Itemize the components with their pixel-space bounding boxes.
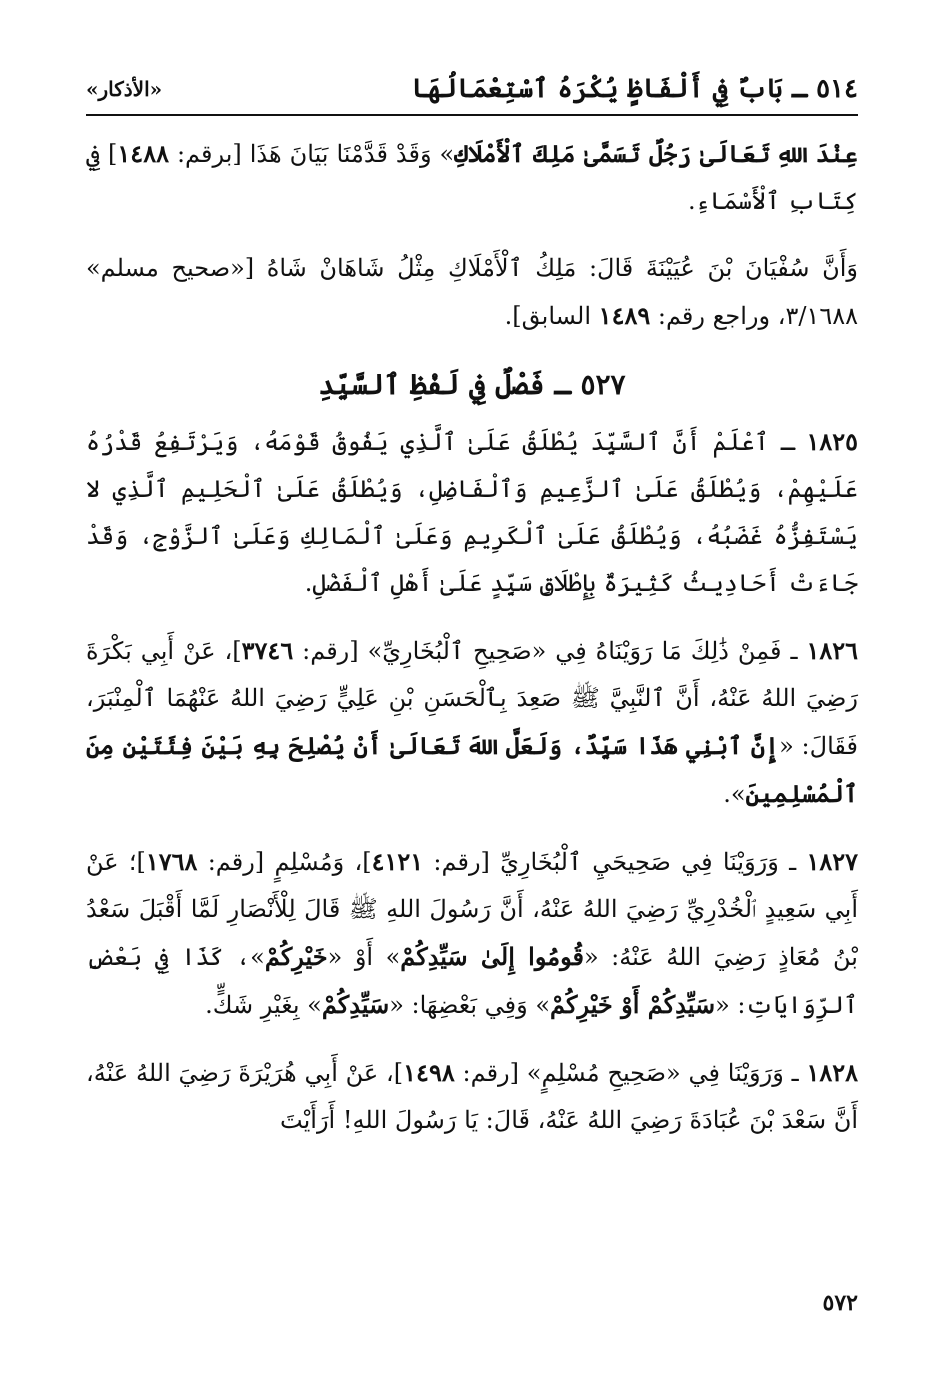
text-run: ـ وَرَوَيْنَا فِي «صَحِيحِ مُسْلِمٍ» [رقم: <box>454 1059 807 1087</box>
paragraph-number: ١٨٢٦ <box>806 636 858 665</box>
running-header <box>86 66 858 112</box>
text-run: ] فِي كِتَابِ ٱلْأَسْمَاءِ. <box>86 140 858 215</box>
header-rule <box>86 114 858 116</box>
text-run: » وَقَدْ قَدَّمْنَا بَيَانَ هَذَا [برقم: <box>168 140 455 168</box>
paragraph-1826 <box>86 627 858 818</box>
reference-number: ١٤٨٨ <box>117 139 169 168</box>
text-run: ]؛ عَنْ أَبِي سَعِيدٍ ٱلْخُدْرِيِّ رَضِيَ اللهُ عَنْهُ، أَنَّ رَسُولَ اللهِ ﷺ قَالَ لِلْأَنْصَارِ لَمَّا أَقْبَلَ سَعْدُ بْنُ مُعَاذٍ رَضِيَ اللهُ عَنْهُ: « <box>86 848 858 971</box>
book-title: «الأذكار» <box>86 77 163 101</box>
hadith-quote: قُومُوا إِلَىٰ سَيِّدِكُمْ <box>400 942 584 971</box>
reference-number: ١٤٩٨ <box>403 1058 455 1087</box>
hadith-quote: سَيِّدِكُمْ أَوْ خَيْرِكُمْ <box>550 990 716 1019</box>
text-run: »، كَذَا فِي بَعْضِ ٱلرِّوَايَاتِ: « <box>86 943 858 1019</box>
paragraph-sufyan <box>86 245 858 340</box>
text-run: » بِغَيْرِ شَكٍّ. <box>205 991 322 1019</box>
paragraph-1827 <box>86 838 858 1029</box>
reference-number: ١٧٦٨ <box>145 847 198 876</box>
text-run: ]، وَمُسْلِمٍ [رقم: <box>197 848 372 876</box>
reference-number: ٤١٢١ <box>371 847 424 876</box>
text-run: السابق]. <box>504 302 599 330</box>
text-run: » وَفِي بَعْضِهَا: « <box>389 991 551 1019</box>
text-run: وَأَنَّ سُفْيَانَ بْنَ عُيَيْنَةَ قَالَ: مَلِكُ ٱلْأَمْلَاكِ مِثْلُ شَاهَانْ شَاهُ [«صحيح مسلم» ٣/١٦٨٨، وراجع رقم: <box>86 254 858 330</box>
bold-text: عِنْدَ اللهِ تَعَالَىٰ رَجُلٌ تَسَمَّىٰ مَلِكَ ٱلْأَمْلَاكِ <box>454 139 858 168</box>
paragraph-number: ١٨٢٥ <box>806 427 858 456</box>
section-heading: ٥٢٧ ـ فَصْلٌ فِي لَفْظِ ٱلسَّيِّدِ <box>318 368 626 401</box>
text-run: » أَوْ « <box>327 943 401 971</box>
paragraph-number: ١٨٢٨ <box>806 1058 858 1087</box>
text-run: ]، عَنْ أَبِي هُرَيْرَةَ رَضِيَ اللهُ عَنْهُ، أَنَّ سَعْدَ بْنَ عُبَادَةَ رَضِيَ اللهُ عَنْهُ، قَالَ: يَا رَسُولَ اللهِ! أَرَأَيْتَ <box>86 1059 858 1134</box>
chapter-title: ٥١٤ ـ بَابٌ فِي أَلْفَاظٍ يُكْرَهُ ٱسْتِعْمَالُهَا <box>411 74 858 104</box>
text-run: ـ وَرَوَيْنَا فِي صَحِيحَيِ ٱلْبُخَارِيِّ [رقم: <box>423 848 807 876</box>
reference-number: ٣٧٤٦ <box>241 636 294 665</box>
paragraph-number: ١٨٢٧ <box>806 847 858 876</box>
text-run: ـ فَمِنْ ذَٰلِكَ مَا رَوَيْنَاهُ فِي «صَحِيحِ ٱلْبُخَارِيِّ» [رقم: <box>293 637 807 665</box>
hadith-quote: سَيِّدِكُمْ <box>321 990 390 1019</box>
hadith-quote: خَيْرِكُمْ <box>264 942 328 971</box>
text-run: ». <box>723 780 746 808</box>
paragraph-1828 <box>86 1049 858 1144</box>
hadith-quote: إِنَّ ٱبْنِي هَذَا سَيِّدٌ، وَلَعَلَّ اللهَ تَعَالَىٰ أَنْ يُصْلِحَ بِهِ بَيْنَ فِئَتَيْنِ مِنَ ٱلْمُسْلِمِينَ <box>86 731 858 808</box>
reference-number: ١٤٨٩ <box>598 301 651 330</box>
text-run: ]، عَنْ أَبِي بَكْرَةَ رَضِيَ اللهُ عَنْهُ، أَنَّ ٱلنَّبِيَّ ﷺ صَعِدَ بِٱلْحَسَنِ بْنِ عَلِيٍّ رَضِيَ اللهُ عَنْهُمَا ٱلْمِنْبَرَ، فَقَالَ: « <box>86 637 859 760</box>
page-body <box>86 130 858 1164</box>
text-run: ـ ٱعْلَمْ أَنَّ ٱلسَّيِّدَ يُطْلَقُ عَلَىٰ ٱلَّذِي يَفُوقُ قَوْمَهُ، وَيَرْتَفِعُ قَدْرُهُ عَلَيْهِمْ، وَيُطْلَقُ عَلَىٰ ٱلزَّعِيمِ وَٱلْفَاضِلِ، وَيُطْلَقُ عَلَىٰ ٱلْحَلِيمِ ٱلَّذِي لا يَسْتَفِزُّهُ غَضَبُهُ، وَيُطْلَقُ عَلَىٰ ٱلْكَرِيمِ وَعَلَىٰ ٱلْمَالِكِ وَعَلَىٰ ٱلزَّوْجِ، وَقَدْ جَاءَتْ أَحَادِيثُ كَثِيرَةٌ بِإِطْلَاقِ سَيِّدٍ عَلَىٰ أَهْلِ ٱلْفَضْلِ. <box>86 428 858 597</box>
page-number: ٥٧٢ <box>822 1290 858 1316</box>
paragraph-continuation <box>86 130 858 225</box>
paragraph-1825 <box>86 418 858 607</box>
